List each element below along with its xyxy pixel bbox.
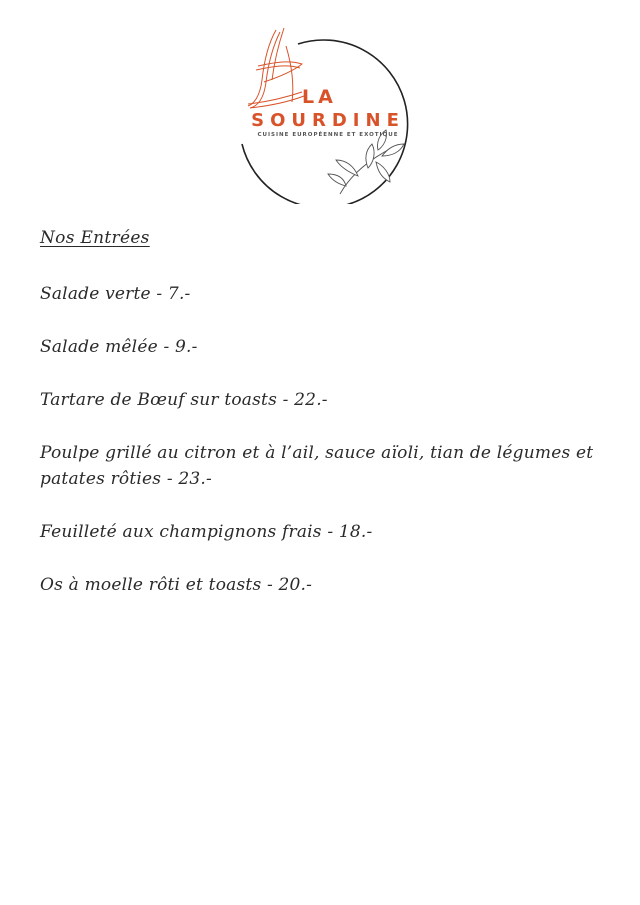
logo-monogram-icon [248,28,304,108]
herb-sprig-icon [328,130,404,194]
menu-item: Salade verte - 7.- [40,284,191,304]
menu-item: Os à moelle rôti et toasts - 20.- [40,575,313,595]
logo-la-text: LA [302,86,337,108]
logo-name-text: SOURDINE [251,110,405,131]
menu-item: Poulpe grillé au citron et à l’ail, sauce aïoli, tian de légumes et patates rôties - 23.- [40,443,594,489]
menu-section [40,228,610,625]
restaurant-logo [228,26,428,204]
menu-item: Tartare de Bœuf sur toasts - 22.- [40,390,328,410]
logo-subtitle: CUISINE EUROPÉENNE ET EXOTIQUE [257,132,399,138]
menu-item: Feuilleté aux champignons frais - 18.- [40,522,373,542]
section-title: Nos Entrées [40,228,150,248]
menu-item: Salade mêlée - 9.- [40,337,198,357]
